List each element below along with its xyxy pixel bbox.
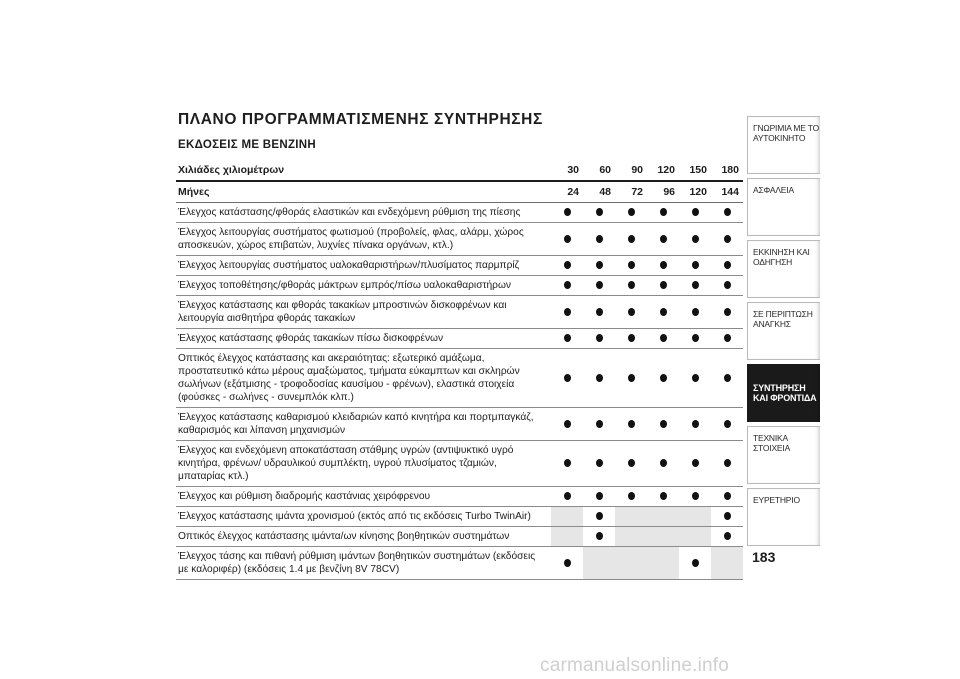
check-dot-cell — [583, 487, 615, 507]
check-dot-cell — [679, 349, 711, 408]
task-description: Οπτικός έλεγχος κατάστασης και ακεραιότητας: εξωτερικό αμάξωμα, προστατευτικό κάτω μέρους αμαξώματος, τμήματα εύκαμπτων και σκληρών σωλήνων (εξάτμισης - τροφοδοσίας καυσίμου - φρένων), ελαστικά στοιχεία (φούσκες - σωλήνες - συνεμπλόκ κλπ.) — [176, 349, 551, 408]
check-dot-cell — [647, 256, 679, 276]
bullet-dot-icon — [660, 208, 667, 216]
bullet-dot-icon — [660, 374, 667, 382]
empty-cell — [615, 547, 647, 580]
check-dot-cell — [647, 203, 679, 223]
table-row — [176, 276, 743, 296]
check-dot-cell — [711, 349, 743, 408]
check-dot-cell — [647, 276, 679, 296]
check-dot-cell — [711, 276, 743, 296]
table-row — [176, 487, 743, 507]
tab-7[interactable]: ΕΥΡΕΤΗΡΙΟ — [747, 488, 820, 546]
check-dot-cell — [551, 329, 583, 349]
check-dot-cell — [679, 547, 711, 580]
check-dot-cell — [583, 441, 615, 487]
bullet-dot-icon — [628, 374, 635, 382]
empty-cell — [647, 507, 679, 527]
bullet-dot-icon — [660, 308, 667, 316]
bullet-dot-icon — [724, 281, 731, 289]
bullet-dot-icon — [724, 208, 731, 216]
check-dot-cell — [583, 527, 615, 547]
bullet-dot-icon — [564, 208, 571, 216]
watermark: carmanualsonline.info — [540, 655, 730, 676]
months-header-label: Μήνες — [176, 181, 551, 203]
bullet-dot-icon — [564, 281, 571, 289]
check-dot-cell — [615, 487, 647, 507]
check-dot-cell — [615, 329, 647, 349]
check-dot-cell — [551, 487, 583, 507]
task-description: Έλεγχος κατάστασης/φθοράς ελαστικών και ενδεχόμενη ρύθμιση της πίεσης — [176, 203, 551, 223]
check-dot-cell — [711, 203, 743, 223]
km-header-row — [176, 160, 743, 181]
tab-6[interactable]: ΤΕΧΝΙΚΑ ΣΤΟΙΧΕΙΑ — [747, 426, 820, 484]
check-dot-cell — [551, 349, 583, 408]
bullet-dot-icon — [564, 334, 571, 342]
bullet-dot-icon — [724, 420, 731, 428]
maintenance-schedule-table — [176, 160, 743, 580]
check-dot-cell — [615, 296, 647, 329]
empty-cell — [647, 527, 679, 547]
empty-cell — [583, 547, 615, 580]
bullet-dot-icon — [724, 235, 731, 243]
bullet-dot-icon — [692, 459, 699, 467]
km-header-label: Χιλιάδες χιλιομέτρων — [176, 160, 551, 181]
km-value: 120 — [647, 160, 679, 181]
bullet-dot-icon — [596, 532, 603, 540]
check-dot-cell — [711, 329, 743, 349]
bullet-dot-icon — [628, 261, 635, 269]
bullet-dot-icon — [660, 334, 667, 342]
check-dot-cell — [711, 487, 743, 507]
bullet-dot-icon — [564, 559, 571, 567]
check-dot-cell — [679, 223, 711, 256]
months-value: 144 — [711, 181, 743, 203]
tab-3[interactable]: ΕΚΚΙΝΗΣΗ ΚΑΙ ΟΔΗΓΗΣΗ — [747, 240, 820, 298]
empty-cell — [551, 507, 583, 527]
bullet-dot-icon — [596, 334, 603, 342]
table-row — [176, 203, 743, 223]
task-description: Έλεγχος τάσης και πιθανή ρύθμιση ιμάντων βοηθητικών συστημάτων (εκδόσεις με καλοριφέρ) (εκδόσεις 1.4 με βενζίνη 8V 78CV) — [176, 547, 551, 580]
table-row — [176, 349, 743, 408]
bullet-dot-icon — [564, 261, 571, 269]
check-dot-cell — [615, 256, 647, 276]
table-row — [176, 408, 743, 441]
months-value: 96 — [647, 181, 679, 203]
task-description: Έλεγχος κατάστασης ιμάντα χρονισμού (εκτός από τις εκδόσεις Turbo TwinAir) — [176, 507, 551, 527]
check-dot-cell — [711, 527, 743, 547]
bullet-dot-icon — [660, 459, 667, 467]
check-dot-cell — [551, 441, 583, 487]
bullet-dot-icon — [628, 420, 635, 428]
bullet-dot-icon — [692, 208, 699, 216]
months-value: 24 — [551, 181, 583, 203]
table-row — [176, 296, 743, 329]
bullet-dot-icon — [692, 420, 699, 428]
km-value: 150 — [679, 160, 711, 181]
tab-4[interactable]: ΣΕ ΠΕΡΙΠΤΩΣΗ ΑΝΑΓΚΗΣ — [747, 302, 820, 360]
bullet-dot-icon — [628, 308, 635, 316]
empty-cell — [679, 527, 711, 547]
check-dot-cell — [615, 223, 647, 256]
empty-cell — [615, 527, 647, 547]
bullet-dot-icon — [660, 281, 667, 289]
check-dot-cell — [679, 441, 711, 487]
task-description: Έλεγχος λειτουργίας συστήματος υαλοκαθαριστήρων/πλυσίματος παρμπρίζ — [176, 256, 551, 276]
task-description: Έλεγχος κατάστασης φθοράς τακακίων πίσω δισκοφρένων — [176, 329, 551, 349]
bullet-dot-icon — [564, 235, 571, 243]
check-dot-cell — [679, 296, 711, 329]
task-description: Έλεγχος κατάστασης και φθοράς τακακίων μπροστινών δισκοφρένων και λειτουργία αισθητήρα φθοράς τακακίων — [176, 296, 551, 329]
check-dot-cell — [679, 203, 711, 223]
bullet-dot-icon — [660, 420, 667, 428]
check-dot-cell — [711, 507, 743, 527]
tab-1[interactable]: ΓΝΩΡΙΜΙΑ ΜΕ ΤΟ ΑΥΤΟΚΙΝΗΤΟ — [747, 116, 820, 174]
months-value: 72 — [615, 181, 647, 203]
bullet-dot-icon — [692, 492, 699, 500]
task-description: Έλεγχος τοποθέτησης/φθοράς μάκτρων εμπρός/πίσω υαλοκαθαριστήρων — [176, 276, 551, 296]
check-dot-cell — [583, 349, 615, 408]
bullet-dot-icon — [596, 374, 603, 382]
bullet-dot-icon — [692, 261, 699, 269]
table-row — [176, 547, 743, 580]
section-subtitle: ΕΚΔΟΣΕΙΣ ΜΕ ΒΕΝΖΙΝΗ — [178, 139, 316, 151]
check-dot-cell — [551, 256, 583, 276]
check-dot-cell — [583, 276, 615, 296]
check-dot-cell — [711, 256, 743, 276]
check-dot-cell — [583, 296, 615, 329]
table-row — [176, 507, 743, 527]
check-dot-cell — [551, 547, 583, 580]
page-title: ΠΛΑΝΟ ΠΡΟΓΡΑΜΜΑΤΙΣΜΕΝΗΣ ΣΥΝΤΗΡΗΣΗΣ — [178, 111, 543, 128]
check-dot-cell — [679, 487, 711, 507]
months-header-row — [176, 181, 743, 203]
bullet-dot-icon — [596, 308, 603, 316]
check-dot-cell — [551, 408, 583, 441]
table-row — [176, 441, 743, 487]
check-dot-cell — [615, 203, 647, 223]
check-dot-cell — [583, 256, 615, 276]
bullet-dot-icon — [692, 374, 699, 382]
bullet-dot-icon — [724, 334, 731, 342]
bullet-dot-icon — [724, 374, 731, 382]
check-dot-cell — [615, 441, 647, 487]
months-value: 120 — [679, 181, 711, 203]
bullet-dot-icon — [628, 281, 635, 289]
check-dot-cell — [647, 223, 679, 256]
bullet-dot-icon — [564, 420, 571, 428]
bullet-dot-icon — [596, 420, 603, 428]
bullet-dot-icon — [628, 235, 635, 243]
empty-cell — [711, 547, 743, 580]
check-dot-cell — [711, 408, 743, 441]
check-dot-cell — [679, 256, 711, 276]
bullet-dot-icon — [692, 559, 699, 567]
bullet-dot-icon — [596, 459, 603, 467]
bullet-dot-icon — [660, 261, 667, 269]
bullet-dot-icon — [596, 281, 603, 289]
check-dot-cell — [647, 349, 679, 408]
km-value: 180 — [711, 160, 743, 181]
check-dot-cell — [583, 223, 615, 256]
page-number: 183 — [752, 549, 776, 565]
check-dot-cell — [711, 223, 743, 256]
check-dot-cell — [679, 408, 711, 441]
table-row — [176, 223, 743, 256]
bullet-dot-icon — [564, 492, 571, 500]
check-dot-cell — [647, 441, 679, 487]
bullet-dot-icon — [596, 261, 603, 269]
bullet-dot-icon — [564, 459, 571, 467]
check-dot-cell — [647, 408, 679, 441]
check-dot-cell — [583, 408, 615, 441]
check-dot-cell — [615, 349, 647, 408]
bullet-dot-icon — [692, 334, 699, 342]
check-dot-cell — [551, 296, 583, 329]
table-row — [176, 329, 743, 349]
bullet-dot-icon — [692, 235, 699, 243]
task-description: Έλεγχος λειτουργίας συστήματος φωτισμού (προβολείς, φλας, αλάρμ, χώρος αποσκευών, χώρος επιβατών, λυχνίες πίνακα οργάνων, κτλ.) — [176, 223, 551, 256]
bullet-dot-icon — [596, 208, 603, 216]
bullet-dot-icon — [724, 459, 731, 467]
empty-cell — [647, 547, 679, 580]
bullet-dot-icon — [724, 532, 731, 540]
bullet-dot-icon — [628, 208, 635, 216]
bullet-dot-icon — [628, 459, 635, 467]
bullet-dot-icon — [660, 235, 667, 243]
bullet-dot-icon — [596, 512, 603, 520]
check-dot-cell — [615, 276, 647, 296]
tab-5[interactable]: ΣΥΝΤΗΡΗΣΗ ΚΑΙ ΦΡΟΝΤΙΔΑ — [747, 364, 820, 422]
check-dot-cell — [679, 329, 711, 349]
bullet-dot-icon — [724, 308, 731, 316]
check-dot-cell — [551, 276, 583, 296]
bullet-dot-icon — [724, 492, 731, 500]
bullet-dot-icon — [724, 512, 731, 520]
bullet-dot-icon — [564, 374, 571, 382]
task-description: Έλεγχος και ρύθμιση διαδρομής καστάνιας χειρόφρενου — [176, 487, 551, 507]
bullet-dot-icon — [596, 492, 603, 500]
bullet-dot-icon — [660, 492, 667, 500]
check-dot-cell — [583, 507, 615, 527]
check-dot-cell — [583, 329, 615, 349]
tab-2[interactable]: ΑΣΦΑΛΕΙΑ — [747, 178, 820, 236]
bullet-dot-icon — [628, 334, 635, 342]
check-dot-cell — [679, 276, 711, 296]
task-description: Έλεγχος και ενδεχόμενη αποκατάσταση στάθμης υγρών (αντιψυκτικό υγρό κινητήρα, φρένων/ υδραυλικού συμπλέκτη, υγρού πλυσίματος τζαμιών, μπαταρίας κτλ.) — [176, 441, 551, 487]
empty-cell — [679, 507, 711, 527]
bullet-dot-icon — [692, 281, 699, 289]
table-row — [176, 256, 743, 276]
check-dot-cell — [711, 296, 743, 329]
check-dot-cell — [583, 203, 615, 223]
check-dot-cell — [551, 203, 583, 223]
empty-cell — [615, 507, 647, 527]
task-description: Έλεγχος κατάστασης καθαρισμού κλειδαριών καπό κινητήρα και πορτμπαγκάζ, καθαρισμός και λίπανση μηχανισμών — [176, 408, 551, 441]
bullet-dot-icon — [564, 308, 571, 316]
check-dot-cell — [647, 329, 679, 349]
check-dot-cell — [615, 408, 647, 441]
check-dot-cell — [551, 223, 583, 256]
bullet-dot-icon — [692, 308, 699, 316]
check-dot-cell — [647, 487, 679, 507]
check-dot-cell — [647, 296, 679, 329]
check-dot-cell — [711, 441, 743, 487]
months-value: 48 — [583, 181, 615, 203]
empty-cell — [551, 527, 583, 547]
task-description: Οπτικός έλεγχος κατάστασης ιμάντα/ων κίνησης βοηθητικών συστημάτων — [176, 527, 551, 547]
km-value: 60 — [583, 160, 615, 181]
km-value: 30 — [551, 160, 583, 181]
bullet-dot-icon — [628, 492, 635, 500]
km-value: 90 — [615, 160, 647, 181]
bullet-dot-icon — [596, 235, 603, 243]
bullet-dot-icon — [724, 261, 731, 269]
table-row — [176, 527, 743, 547]
